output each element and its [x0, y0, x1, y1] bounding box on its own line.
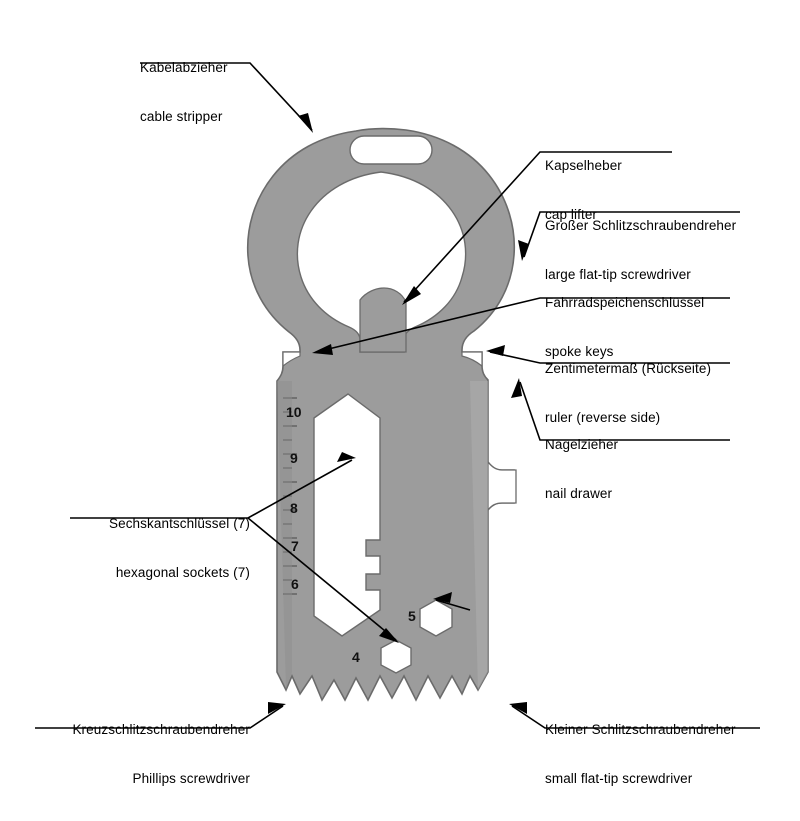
callout-cable-stripper-en: cable stripper — [140, 109, 223, 125]
callout-hexagonal-sockets-de: Sechskantschlüssel (7) — [108, 515, 250, 531]
callout-small-flat-tip-screwdriver-en: small flat-tip screwdriver — [545, 771, 693, 787]
callout-hexagonal-sockets-en: hexagonal sockets (7) — [115, 565, 250, 581]
arrowhead-nail-drawer — [511, 378, 522, 398]
arrowhead-phillips — [268, 702, 286, 714]
arrowhead-large-screwdriver — [518, 240, 529, 261]
callout-small-flat-tip-screwdriver-de: Kleiner Schlitzschraubendreher — [545, 721, 736, 737]
arrowhead-cable-stripper — [298, 113, 313, 133]
callout-phillips-screwdriver-de: Kreuzschlitzschraubendreher — [72, 721, 250, 737]
callout-spoke-keys-de: Fahrradspeichenschlüssel — [545, 294, 705, 310]
callout-large-flat-tip-screwdriver-de: Großer Schlitzschraubendreher — [545, 217, 737, 233]
callout-phillips-screwdriver — [10, 689, 250, 821]
callout-phillips-screwdriver-en: Phillips screwdriver — [132, 771, 250, 787]
hexagonal-socket-small — [381, 640, 411, 673]
callout-ruler-en: ruler (reverse side) — [545, 410, 661, 426]
ruler-mark-9: 9 — [290, 450, 298, 466]
callout-cap-lifter-en: cap lifter — [545, 207, 598, 223]
callout-spoke-keys-en: spoke keys — [545, 344, 614, 360]
hex-label-5: 5 — [408, 608, 416, 624]
callout-nail-drawer-de: Nagelzieher — [545, 436, 619, 452]
arrowhead-ruler — [486, 345, 505, 356]
callout-large-flat-tip-screwdriver-en: large flat-tip screwdriver — [545, 267, 691, 283]
callout-cable-stripper-de: Kabelabzieher — [140, 59, 228, 75]
ruler-mark-10: 10 — [286, 404, 302, 420]
cap-lifter-notch — [360, 288, 406, 352]
callout-hexagonal-sockets — [20, 483, 250, 615]
callout-ruler-de: Zentimetermaß (Rückseite) — [545, 360, 712, 376]
callout-cable-stripper — [140, 27, 228, 159]
ruler-mark-8: 8 — [290, 500, 298, 516]
callout-nail-drawer-en: nail drawer — [545, 486, 613, 502]
ruler-mark-6: 6 — [291, 576, 299, 592]
arrowhead-small-screwdriver — [509, 702, 527, 714]
hex-label-4: 4 — [352, 649, 360, 665]
keyring-slot — [350, 136, 432, 164]
callout-nail-drawer — [545, 404, 618, 536]
callout-cap-lifter-de: Kapselheber — [545, 157, 622, 173]
ruler-mark-7: 7 — [291, 538, 299, 554]
callout-small-flat-tip-screwdriver — [545, 689, 736, 821]
